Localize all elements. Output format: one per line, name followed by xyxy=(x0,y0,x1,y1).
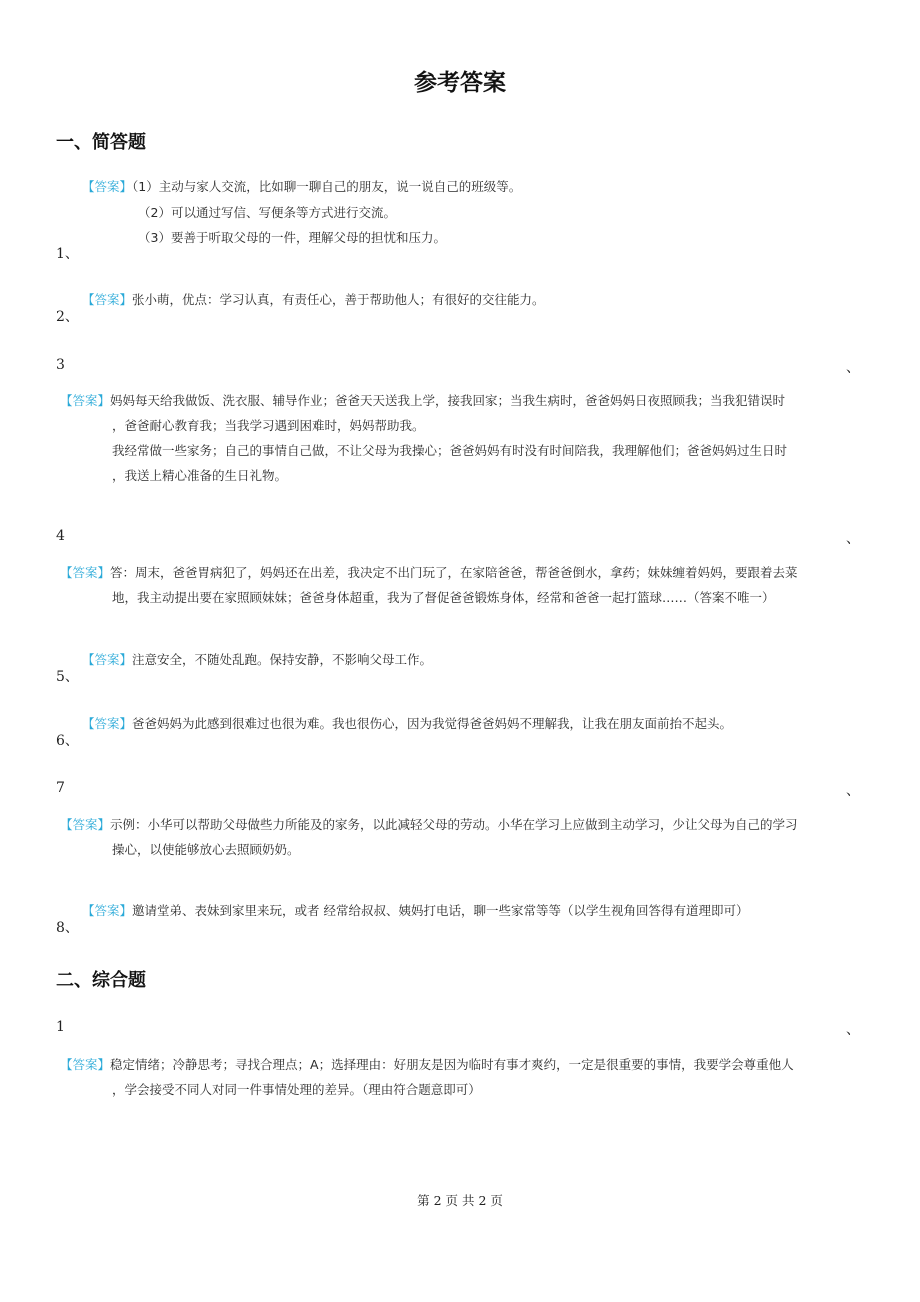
question-mark: 、 xyxy=(846,360,860,376)
answer-line: 【答案】（1）主动与家人交流，比如聊一聊自己的朋友，说一说自己的班级等。 xyxy=(82,179,522,194)
question-number: 6、 xyxy=(56,733,79,749)
answer-block-s2q1: 【答案】稳定情绪；冷静思考；寻找合理点；A；选择理由：好朋友是因为临时有事才爽约，一定是很重要的事情，我要学会尊重他人 xyxy=(60,1057,794,1072)
answer-block-q4: 【答案】答：周末，爸爸胃病犯了，妈妈还在出差，我决定不出门玩了，在家陪爸爸，帮爸爸倒水，拿药；妹妹缠着妈妈，要跟着去菜 xyxy=(60,565,798,580)
answer-line: 地，我主动提出要在家照顾妹妹；爸爸身体超重，我为了督促爸爸锻炼身体，经常和爸爸一起打篮球……（答案不唯一） xyxy=(112,590,775,605)
question-number: 7 xyxy=(56,780,65,796)
answer-block-q7: 【答案】示例：小华可以帮助父母做些力所能及的家务，以此减轻父母的劳动。小华在学习上应做到主动学习，少让父母为自己的学习 xyxy=(60,817,798,832)
answer-block-q8: 【答案】邀请堂弟、表妹到家里来玩，或者 经常给叔叔、姨妈打电话，聊一些家常等等（以学生视角回答得有道理即可） xyxy=(82,903,749,918)
question-number: 5、 xyxy=(56,669,79,685)
answer-tag: 【答案】 xyxy=(60,817,111,832)
question-mark: 、 xyxy=(846,531,860,547)
section-heading-short-answer: 一、简答题 xyxy=(56,132,146,153)
answer-block-q2: 【答案】张小萌，优点：学习认真，有责任心，善于帮助他人；有很好的交往能力。 xyxy=(82,292,545,307)
question-mark: 、 xyxy=(846,783,860,799)
question-number: 8、 xyxy=(56,920,79,936)
answer-line: 操心，以使能够放心去照顾奶奶。 xyxy=(112,842,300,857)
answer-tag: 【答案】 xyxy=(60,565,111,580)
answer-tag: 【答案】 xyxy=(60,1057,111,1072)
question-number: 3 xyxy=(56,357,65,373)
question-number: 1、 xyxy=(56,246,79,262)
answer-line: （3）要善于听取父母的一件，理解父母的担忧和压力。 xyxy=(138,230,446,245)
answer-block-q6: 【答案】爸爸妈妈为此感到很难过也很为难。我也很伤心，因为我觉得爸爸妈妈不理解我，让我在朋友面前抬不起头。 xyxy=(82,716,733,731)
answer-block-q5: 【答案】注意安全，不随处乱跑。保持安静，不影响父母工作。 xyxy=(82,652,433,667)
page-title: 参考答案 xyxy=(414,70,506,96)
question-number: 2、 xyxy=(56,309,79,325)
answer-line: 我经常做一些家务；自己的事情自己做，不让父母为我操心；爸爸妈妈有时没有时间陪我，我理解他们；爸爸妈妈过生日时 xyxy=(112,443,788,458)
answer-line: ，爸爸耐心教育我；当我学习遇到困难时，妈妈帮助我。 xyxy=(112,418,425,433)
question-number: 4 xyxy=(56,528,65,544)
answer-tag: 【答案】 xyxy=(82,716,133,731)
answer-tag: 【答案】 xyxy=(82,652,133,667)
answer-line: ，学会接受不同人对同一件事情处理的差异。（理由符合题意即可） xyxy=(112,1082,481,1097)
answer-block-q1 xyxy=(82,178,521,196)
answer-tag: 【答案】 xyxy=(82,292,133,307)
answer-tag: 【答案】 xyxy=(82,903,133,918)
answer-line: ，我送上精心准备的生日礼物。 xyxy=(112,468,288,483)
answer-tag: 【答案】 xyxy=(82,179,133,194)
question-number: 1 xyxy=(56,1019,65,1035)
answer-tag: 【答案】 xyxy=(60,393,111,408)
page-footer: 第 2 页 共 2 页 xyxy=(417,1193,503,1208)
question-mark: 、 xyxy=(846,1022,860,1038)
answer-line: （2）可以通过写信、写便条等方式进行交流。 xyxy=(138,205,396,220)
section-heading-comprehensive: 二、综合题 xyxy=(56,970,146,991)
answer-block-q3: 【答案】妈妈每天给我做饭、洗衣服、辅导作业；爸爸天天送我上学，接我回家；当我生病时，爸爸妈妈日夜照顾我；当我犯错误时 xyxy=(60,393,786,408)
